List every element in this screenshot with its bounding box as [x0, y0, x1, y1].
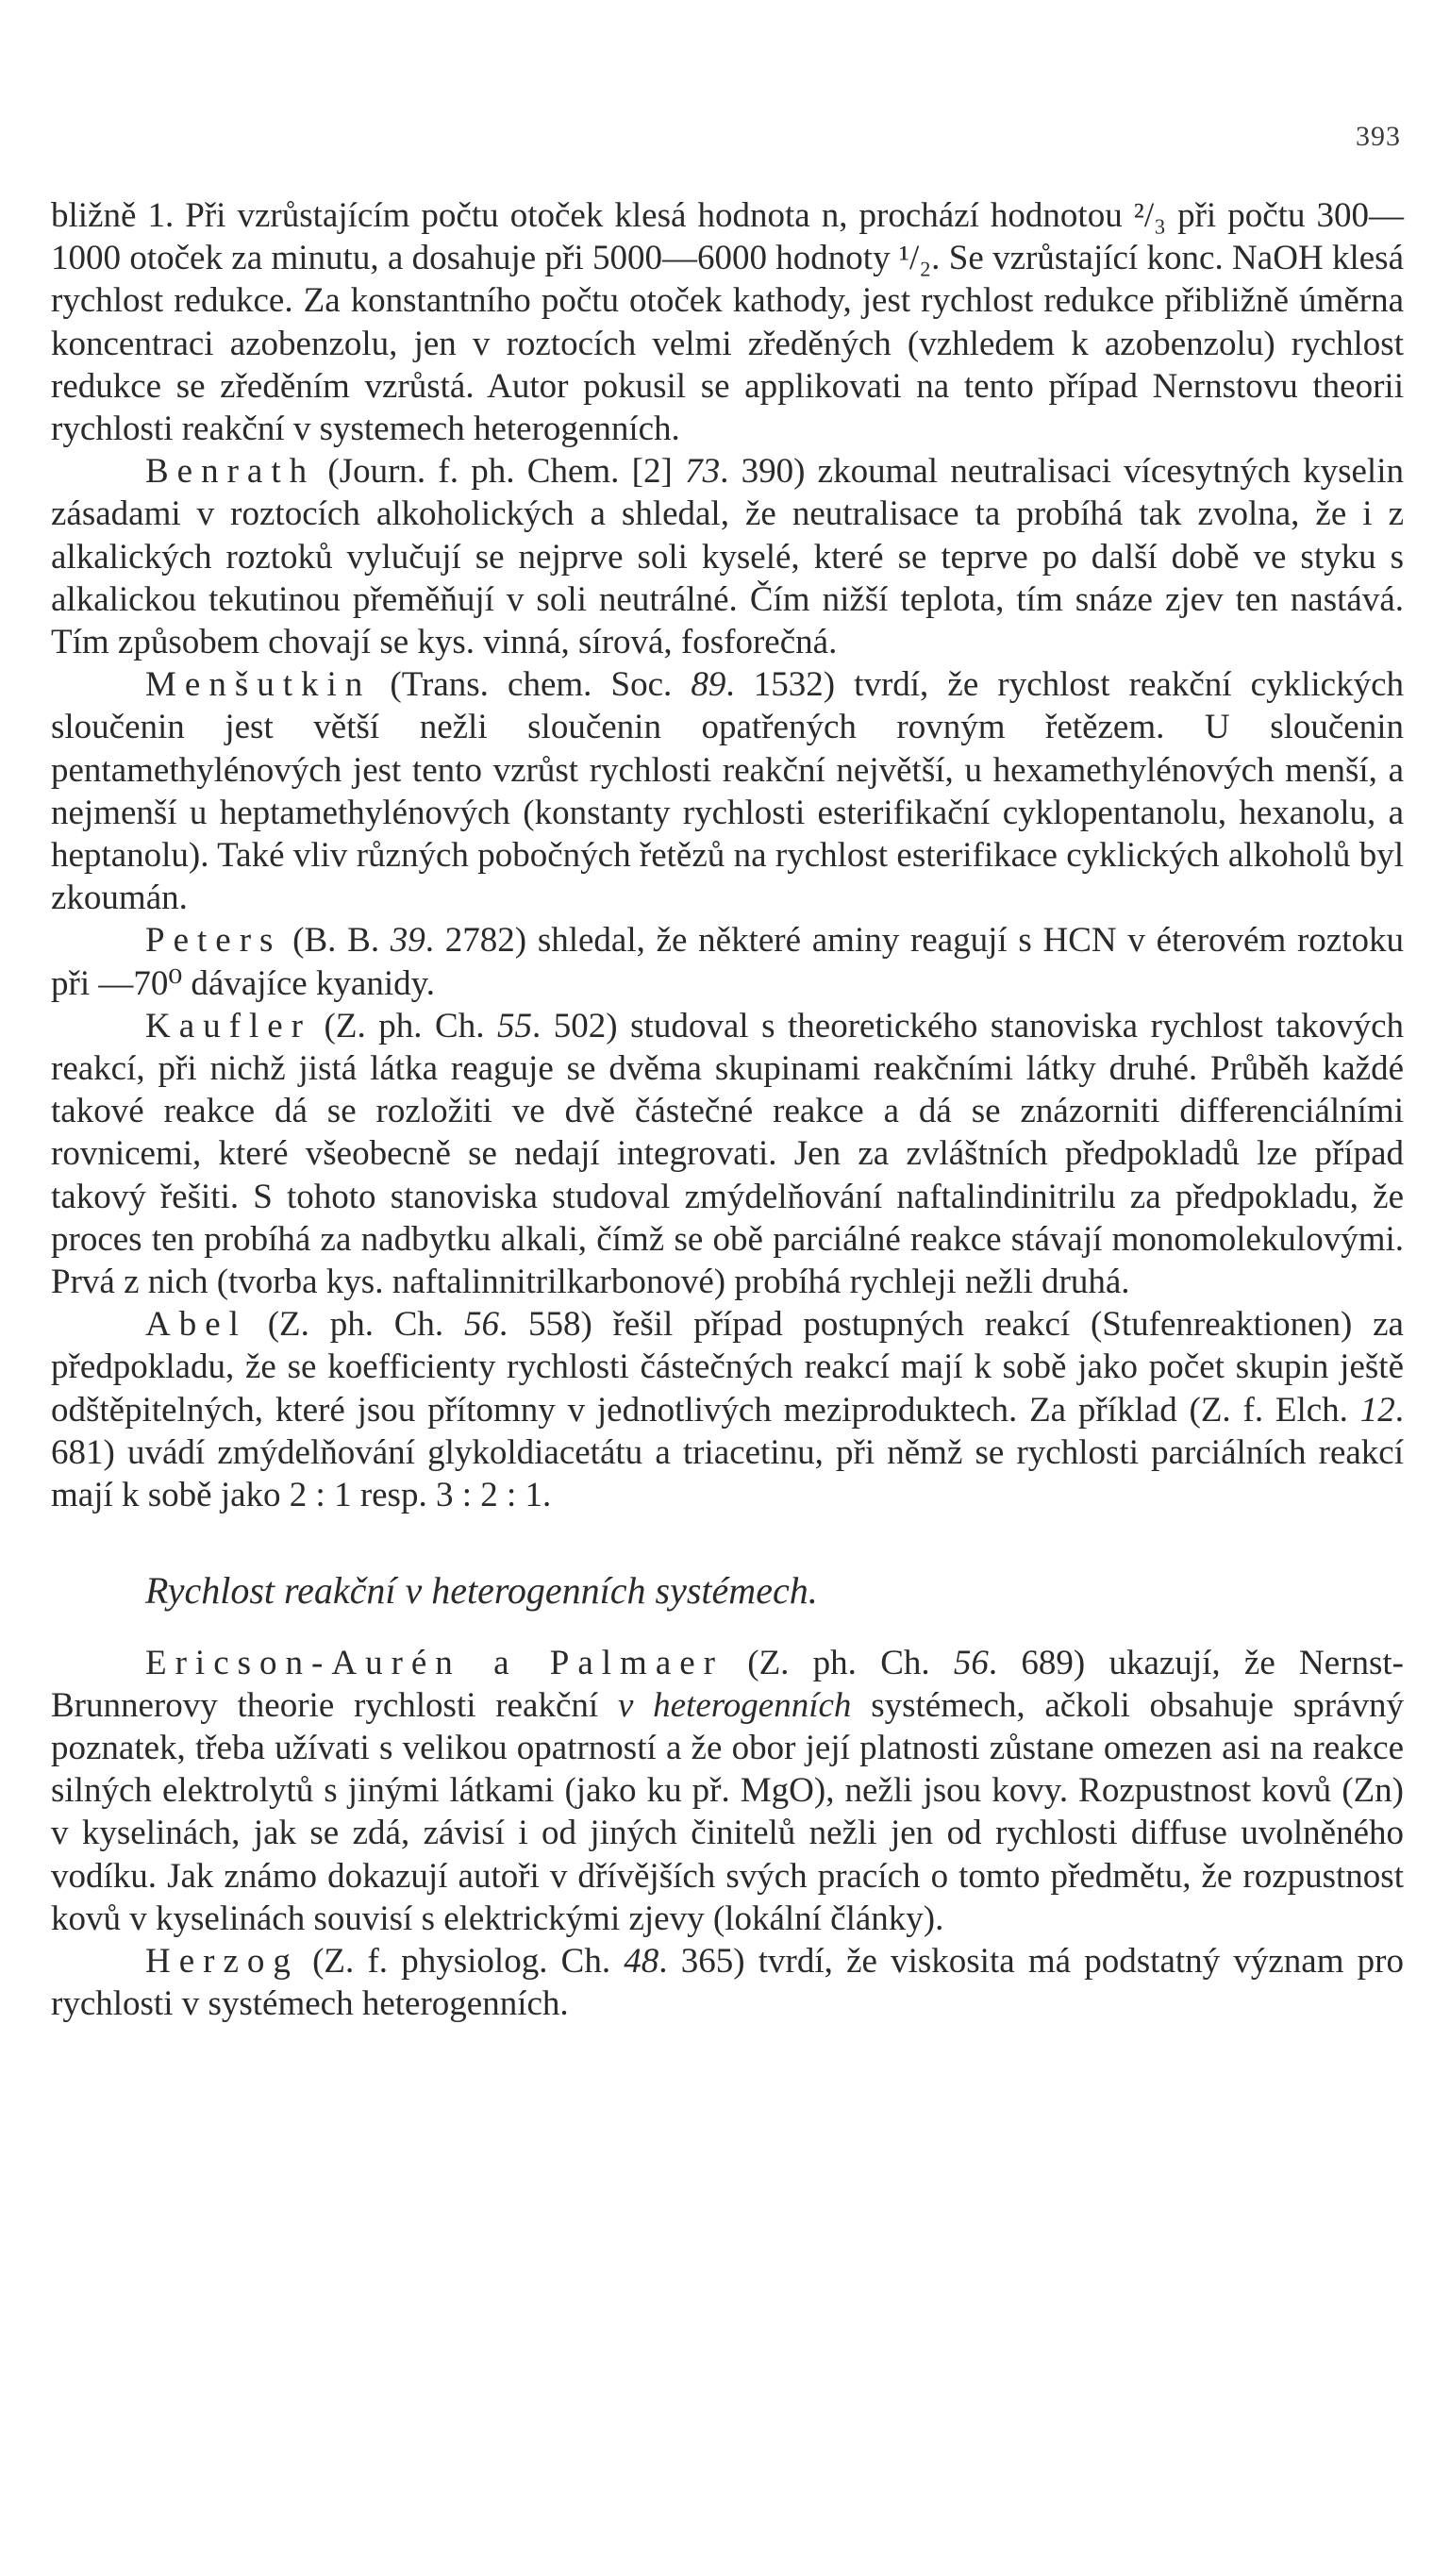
author-name: Abel	[145, 1305, 247, 1345]
volume-number: 39	[390, 921, 425, 961]
paragraph-peters	[51, 919, 1404, 1004]
paragraph-text-end: systémech, ačkoli obsahuje správný poznatek, třeba užívati s velikou opatrností a že obor její platnosti zůstane omezen asi na reakce silných elektrolytů s jinými látkami (jako ku př. MgO), nežli jsou kovy. Rozpustnost kovů (Zn) v kyselinách, jak se zdá, závisí i od jiných činitelů nežli jen od rychlosti diffuse uvolněného vodíku. Jak známo dokazují autoři v dřívějších svých pracích o tomto předmětu, že rozpustnost kovů v kyselinách souvisí s elektrickými zjevy (lokální články).	[51, 1685, 1404, 1938]
author-name: Benrath	[145, 452, 316, 492]
paragraph-ericson	[51, 1642, 1404, 1940]
emphasis-text: v heterogenních	[617, 1685, 852, 1725]
body-text	[51, 194, 1404, 2025]
paragraph-text: . 689) ukazují, že Nernst-Brunnerovy theorie rychlosti reakční	[51, 1643, 1404, 1725]
section-heading: Rychlost reakční v heterogenních systémech.	[145, 1569, 818, 1613]
volume-number-2: 12	[1359, 1390, 1395, 1430]
volume-number: 56	[953, 1643, 989, 1682]
paragraph-text: bližně 1. Při vzrůstajícím počtu otoček klesá hodnota n, prochází hodnotou ²/₃ při počtu 300—1000 otoček za minutu, a dosahuje při 5000—6000 hodnoty ¹/₂. Se vzrůstající konc. NaOH klesá rychlost redukce. Za konstantního počtu otoček kathody, jest rychlost redukce přibližně úměrna koncentraci azobenzolu, jen v roztocích velmi zředěných (vzhledem k azobenzolu) rychlost redukce se zředěním vzrůstá. Autor pokusil se applikovati na tento případ Nernstovu theorii rychlosti reakční v systemech heterogenních.	[51, 196, 1404, 449]
volume-number: 89	[691, 665, 726, 705]
volume-number: 56	[463, 1305, 499, 1345]
citation-prefix: (B. B.	[281, 921, 391, 961]
paragraph-herzog	[51, 1940, 1404, 2025]
paragraph-text: . 1532) tvrdí, že rychlost reakční cyklických sloučenin jest větší nežli sloučenin opatřených rovným řetězem. U sloučenin pentamethylénových jest tento vzrůst rychlosti reakční největší, u hexamethylénových menší, a nejmenší u heptamethylénových (konstanty rychlosti esterifikační cyklopentanolu, hexanolu, a heptanolu). Také vliv různých pobočných řetězů na rychlost esterifikace cyklických alkoholů byl zkoumán.	[51, 665, 1404, 918]
paragraph-abel	[51, 1303, 1404, 1516]
page-number: 393	[1356, 121, 1401, 152]
author-name: Ericson-Aurén a Palmaer	[145, 1643, 724, 1682]
volume-number: 73	[685, 452, 721, 492]
paragraph-text-end: . 681) uvádí zmýdelňování glykoldiacetátu a triacetinu, při němž se rychlosti parciálních reakcí mají k sobě jako 2 : 1 resp. 3 : 2 : 1.	[51, 1390, 1404, 1515]
paragraph-mensutkin	[51, 663, 1404, 919]
author-name: Peters	[145, 921, 282, 961]
citation-prefix: (Trans. chem. Soc.	[371, 665, 692, 705]
volume-number: 48	[624, 1941, 659, 1981]
paragraph-text: . 390) zkoumal neutralisaci vícesytných kyselin zásadami v roztocích alkoholických a shledal, že neutralisace ta probíhá tak zvolna, že i z alkalických roztoků vylučují se nejprve soli kyselé, které se teprve po další době ve styku s alkalickou tekutinou přeměňují v soli neutrálné. Čím nižší teplota, tím snáze zjev ten nastává. Tím způsobem chovají se kys. vinná, sírová, fosforečná.	[51, 452, 1404, 662]
paragraph-text: . 2782) shledal, že některé aminy reagují s HCN v éterovém roztoku při —70⁰ dávajíce kyanidy.	[51, 921, 1404, 1003]
paragraph-kaufler	[51, 1005, 1404, 1303]
author-name: Menšutkin	[145, 665, 372, 705]
paragraph-continuation	[51, 194, 1404, 450]
citation-prefix: (Journ. f. ph. Chem. [2]	[315, 452, 686, 492]
citation-prefix: (Z. ph. Ch.	[311, 1006, 497, 1045]
paragraph-text: . 558) řešil případ postupných reakcí (Stufenreaktionen) za předpokladu, že se koefficienty rychlosti částečných reakcí mají k sobě jako počet skupin ještě odštěpitelných, které jsou přítomny v jednotlivých meziproduktech. Za příklad (Z. f. Elch.	[51, 1305, 1404, 1430]
author-name: Herzog	[145, 1941, 299, 1981]
paragraph-text: . 502) studoval s theoretického stanoviska rychlost takových reakcí, při nichž jistá látka reaguje se dvěma skupinami reakčními látky druhé. Průběh každé takové reakce dá se rozložiti ve dvě částečné reakce a dá se znázorniti differenciálními rovnicemi, které všeobecně se nedají integrovati. Jen za zvláštních předpokladů lze případ takový řešiti. S tohoto stanoviska studoval zmýdelňování naftalindinitrilu za předpokladu, že proces ten probíhá za nadbytku alkali, čímž se obě parciálné reakce stávají monomolekulovými. Prvá z nich (tvorba kys. naftalinnitrilkarbonové) probíhá rychleji nežli druhá.	[51, 1006, 1404, 1302]
citation-prefix: (Z. ph. Ch.	[246, 1305, 464, 1345]
volume-number: 55	[497, 1006, 532, 1045]
paragraph-benrath	[51, 450, 1404, 663]
citation-prefix: (Z. f. physiolog. Ch.	[298, 1941, 625, 1981]
citation-prefix: (Z. ph. Ch.	[723, 1643, 954, 1682]
paragraph-text: . 365) tvrdí, že viskosita má podstatný význam pro rychlosti v systémech heterogenních.	[51, 1941, 1404, 2024]
author-name: Kaufler	[145, 1006, 311, 1045]
